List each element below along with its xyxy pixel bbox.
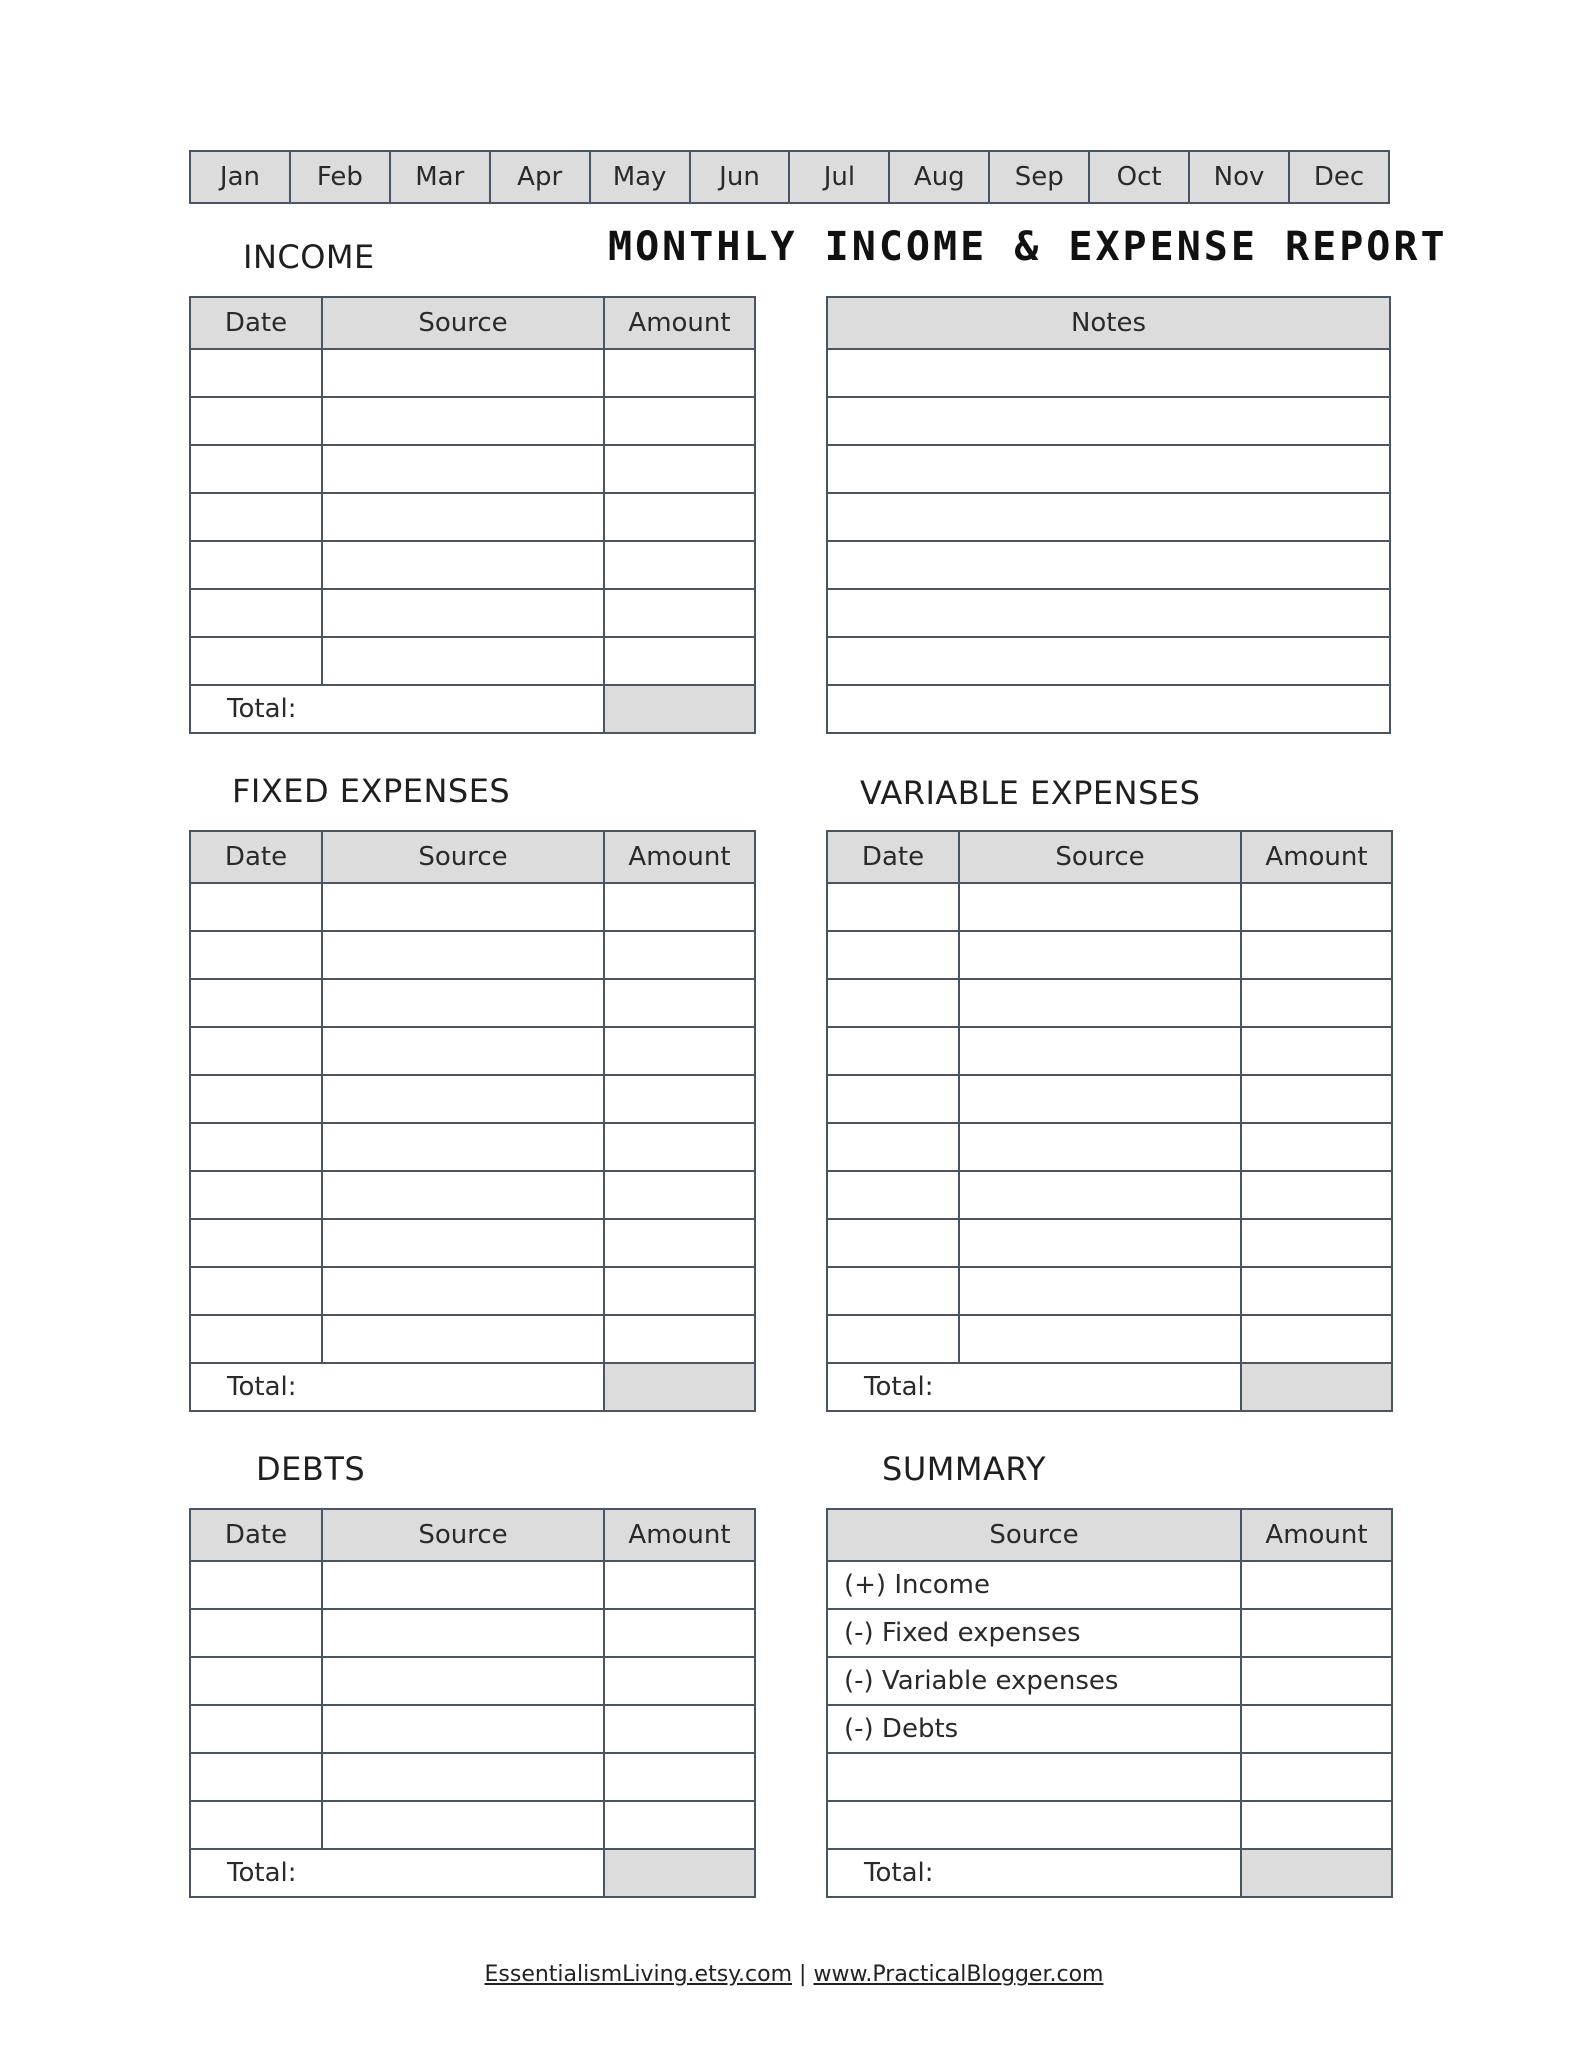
variable-date-cell[interactable] [827,1219,959,1267]
income-row [190,493,755,541]
notes-note-cell[interactable] [827,445,1390,493]
fixed-amount-cell[interactable] [604,1027,755,1075]
month-mar[interactable]: Mar [390,151,490,203]
summary-row [827,1657,1392,1705]
variable-source-header: Source [959,831,1241,883]
debts-amount-header: Amount [604,1509,755,1561]
fixed-date-cell[interactable] [190,931,322,979]
income-date-header: Date [190,297,322,349]
summary-amount-header: Amount [1241,1509,1392,1561]
variable-expenses-table [826,830,1393,1412]
debts-row [190,1657,755,1705]
income-row [190,589,755,637]
income-date-cell[interactable] [190,637,322,685]
notes-header: Notes [827,297,1390,349]
debts-total-source [322,1849,604,1897]
notes-note-cell[interactable] [827,589,1390,637]
income-amount-cell[interactable] [604,493,755,541]
variable-amount-cell[interactable] [1241,1171,1392,1219]
variable-row [827,1267,1392,1315]
month-selector [189,150,1390,204]
summary-table [826,1508,1393,1898]
debts-date-cell[interactable] [190,1657,322,1705]
month-sep[interactable]: Sep [989,151,1089,203]
debts-total-label: Total: [190,1849,322,1897]
variable-amount-cell[interactable] [1241,979,1392,1027]
summary-source-cell [827,1753,1241,1801]
variable-source-cell[interactable] [959,1219,1241,1267]
summary-row [827,1801,1392,1849]
fixed-source-cell[interactable] [322,1027,604,1075]
income-source-cell[interactable] [322,397,604,445]
variable-date-cell[interactable] [827,1171,959,1219]
variable-amount-cell[interactable] [1241,1027,1392,1075]
variable-source-cell[interactable] [959,1171,1241,1219]
variable-expenses-title: VARIABLE EXPENSES [860,774,1201,812]
fixed-row [190,1171,755,1219]
page-title: MONTHLY INCOME & EXPENSE REPORT [608,224,1448,270]
income-amount-cell[interactable] [604,637,755,685]
variable-amount-cell[interactable] [1241,931,1392,979]
income-row [190,445,755,493]
income-title: INCOME [243,238,375,276]
fixed-row [190,1123,755,1171]
fixed-source-cell[interactable] [322,1123,604,1171]
debts-date-cell[interactable] [190,1753,322,1801]
fixed-date-cell[interactable] [190,1315,322,1363]
debts-date-header: Date [190,1509,322,1561]
notes-note-cell[interactable] [827,397,1390,445]
fixed-date-cell[interactable] [190,979,322,1027]
debts-title: DEBTS [256,1450,366,1488]
income-source-cell[interactable] [322,541,604,589]
summary-source-header: Source [827,1509,1241,1561]
debts-row [190,1801,755,1849]
debts-row [190,1609,755,1657]
fixed-row [190,1267,755,1315]
fixed-source-cell[interactable] [322,1267,604,1315]
summary-total-amount[interactable] [1241,1849,1392,1897]
variable-amount-cell[interactable] [1241,1123,1392,1171]
notes-table [826,296,1391,734]
footer-separator: | [799,1962,807,1987]
fixed-date-cell[interactable] [190,1219,322,1267]
fixed-row [190,1315,755,1363]
debts-row [190,1705,755,1753]
variable-row [827,931,1392,979]
income-source-cell[interactable] [322,589,604,637]
income-row [190,541,755,589]
fixed-source-cell[interactable] [322,1171,604,1219]
summary-amount-cell[interactable] [1241,1705,1392,1753]
income-date-cell[interactable] [190,493,322,541]
variable-date-cell[interactable] [827,1315,959,1363]
fixed-amount-cell[interactable] [604,883,755,931]
income-row [190,349,755,397]
income-total-amount[interactable] [604,685,755,733]
income-amount-cell[interactable] [604,397,755,445]
month-jan[interactable]: Jan [190,151,290,203]
fixed-amount-cell[interactable] [604,979,755,1027]
variable-source-cell[interactable] [959,931,1241,979]
fixed-amount-header: Amount [604,831,755,883]
variable-source-cell[interactable] [959,1267,1241,1315]
debts-source-cell[interactable] [322,1561,604,1609]
income-amount-header: Amount [604,297,755,349]
variable-date-cell[interactable] [827,1075,959,1123]
debts-table [189,1508,756,1898]
summary-source-cell: (-) Fixed expenses [827,1609,1241,1657]
month-jul[interactable]: Jul [789,151,889,203]
variable-amount-cell[interactable] [1241,1075,1392,1123]
fixed-expenses-title: FIXED EXPENSES [232,772,511,810]
notes-row [827,349,1390,397]
variable-row [827,979,1392,1027]
footer [0,1962,1588,1987]
notes-note-cell[interactable] [827,685,1390,733]
variable-source-cell[interactable] [959,883,1241,931]
fixed-date-cell[interactable] [190,1267,322,1315]
notes-row [827,637,1390,685]
month-jun[interactable]: Jun [690,151,790,203]
income-date-cell[interactable] [190,445,322,493]
variable-total-amount[interactable] [1241,1363,1392,1411]
summary-source-cell: (+) Income [827,1561,1241,1609]
debts-row [190,1561,755,1609]
variable-date-cell[interactable] [827,931,959,979]
fixed-row [190,883,755,931]
summary-row [827,1753,1392,1801]
summary-amount-cell[interactable] [1241,1753,1392,1801]
summary-row [827,1705,1392,1753]
debts-total-amount[interactable] [604,1849,755,1897]
fixed-source-cell[interactable] [322,1219,604,1267]
income-date-cell[interactable] [190,397,322,445]
summary-source-cell: (-) Variable expenses [827,1657,1241,1705]
debts-source-cell[interactable] [322,1705,604,1753]
income-row [190,397,755,445]
blog-link[interactable]: www.PracticalBlogger.com [813,1962,1104,1987]
variable-total-source [959,1363,1241,1411]
fixed-amount-cell[interactable] [604,1315,755,1363]
debts-amount-cell[interactable] [604,1705,755,1753]
fixed-total-label: Total: [190,1363,322,1411]
variable-amount-cell[interactable] [1241,883,1392,931]
debts-source-cell[interactable] [322,1753,604,1801]
variable-row [827,1219,1392,1267]
summary-total-label: Total: [827,1849,1241,1897]
notes-row [827,589,1390,637]
summary-source-cell: (-) Debts [827,1705,1241,1753]
notes-note-cell[interactable] [827,349,1390,397]
fixed-source-cell[interactable] [322,1075,604,1123]
fixed-row [190,1027,755,1075]
debts-source-header: Source [322,1509,604,1561]
variable-date-cell[interactable] [827,1027,959,1075]
fixed-date-cell[interactable] [190,883,322,931]
notes-row [827,541,1390,589]
fixed-total-source [322,1363,604,1411]
debts-amount-cell[interactable] [604,1657,755,1705]
income-row [190,637,755,685]
month-nov[interactable]: Nov [1189,151,1289,203]
month-apr[interactable]: Apr [490,151,590,203]
income-total-label: Total: [190,685,322,733]
variable-amount-cell[interactable] [1241,1219,1392,1267]
notes-row [827,493,1390,541]
income-source-header: Source [322,297,604,349]
variable-row [827,1315,1392,1363]
summary-amount-cell[interactable] [1241,1801,1392,1849]
notes-row [827,397,1390,445]
fixed-date-cell[interactable] [190,1027,322,1075]
notes-note-cell[interactable] [827,637,1390,685]
variable-total-label: Total: [827,1363,959,1411]
fixed-row [190,1075,755,1123]
summary-row [827,1609,1392,1657]
fixed-source-cell[interactable] [322,883,604,931]
month-oct[interactable]: Oct [1089,151,1189,203]
fixed-amount-cell[interactable] [604,1267,755,1315]
fixed-amount-cell[interactable] [604,1123,755,1171]
debts-date-cell[interactable] [190,1609,322,1657]
debts-source-cell[interactable] [322,1609,604,1657]
notes-row [827,445,1390,493]
variable-date-cell[interactable] [827,979,959,1027]
summary-title: SUMMARY [882,1450,1047,1488]
variable-source-cell[interactable] [959,1027,1241,1075]
income-date-cell[interactable] [190,349,322,397]
month-feb[interactable]: Feb [290,151,390,203]
income-source-cell[interactable] [322,493,604,541]
income-source-cell[interactable] [322,445,604,493]
fixed-row [190,1219,755,1267]
month-dec[interactable]: Dec [1289,151,1389,203]
variable-date-header: Date [827,831,959,883]
variable-date-cell[interactable] [827,883,959,931]
notes-note-cell[interactable] [827,493,1390,541]
debts-date-cell[interactable] [190,1561,322,1609]
fixed-date-header: Date [190,831,322,883]
income-source-cell[interactable] [322,349,604,397]
fixed-source-cell[interactable] [322,1315,604,1363]
fixed-amount-cell[interactable] [604,931,755,979]
variable-source-cell[interactable] [959,1123,1241,1171]
variable-row [827,1027,1392,1075]
variable-amount-cell[interactable] [1241,1315,1392,1363]
variable-source-cell[interactable] [959,979,1241,1027]
fixed-expenses-table [189,830,756,1412]
fixed-date-cell[interactable] [190,1075,322,1123]
variable-source-cell[interactable] [959,1315,1241,1363]
variable-amount-header: Amount [1241,831,1392,883]
notes-row [827,685,1390,733]
income-amount-cell[interactable] [604,541,755,589]
fixed-row [190,931,755,979]
variable-date-cell[interactable] [827,1123,959,1171]
summary-amount-cell[interactable] [1241,1561,1392,1609]
month-may[interactable]: May [590,151,690,203]
variable-source-cell[interactable] [959,1075,1241,1123]
variable-row [827,883,1392,931]
etsy-link[interactable]: EssentialismLiving.etsy.com [484,1962,793,1987]
variable-date-cell[interactable] [827,1267,959,1315]
fixed-amount-cell[interactable] [604,1219,755,1267]
fixed-date-cell[interactable] [190,1123,322,1171]
summary-amount-cell[interactable] [1241,1609,1392,1657]
variable-row [827,1171,1392,1219]
debts-source-cell[interactable] [322,1801,604,1849]
month-aug[interactable]: Aug [889,151,989,203]
variable-amount-cell[interactable] [1241,1267,1392,1315]
summary-row [827,1561,1392,1609]
debts-amount-cell[interactable] [604,1753,755,1801]
income-table [189,296,756,734]
notes-note-cell[interactable] [827,541,1390,589]
income-amount-cell[interactable] [604,589,755,637]
fixed-source-cell[interactable] [322,979,604,1027]
income-total-source [322,685,604,733]
income-amount-cell[interactable] [604,445,755,493]
income-date-cell[interactable] [190,541,322,589]
fixed-amount-cell[interactable] [604,1171,755,1219]
debts-date-cell[interactable] [190,1801,322,1849]
income-date-cell[interactable] [190,589,322,637]
debts-amount-cell[interactable] [604,1561,755,1609]
debts-amount-cell[interactable] [604,1609,755,1657]
variable-row [827,1123,1392,1171]
debts-date-cell[interactable] [190,1705,322,1753]
fixed-source-header: Source [322,831,604,883]
summary-amount-cell[interactable] [1241,1657,1392,1705]
fixed-source-cell[interactable] [322,931,604,979]
variable-row [827,1075,1392,1123]
summary-source-cell [827,1801,1241,1849]
income-source-cell[interactable] [322,637,604,685]
debts-row [190,1753,755,1801]
fixed-amount-cell[interactable] [604,1075,755,1123]
debts-source-cell[interactable] [322,1657,604,1705]
fixed-row [190,979,755,1027]
debts-amount-cell[interactable] [604,1801,755,1849]
fixed-date-cell[interactable] [190,1171,322,1219]
fixed-total-amount[interactable] [604,1363,755,1411]
income-amount-cell[interactable] [604,349,755,397]
